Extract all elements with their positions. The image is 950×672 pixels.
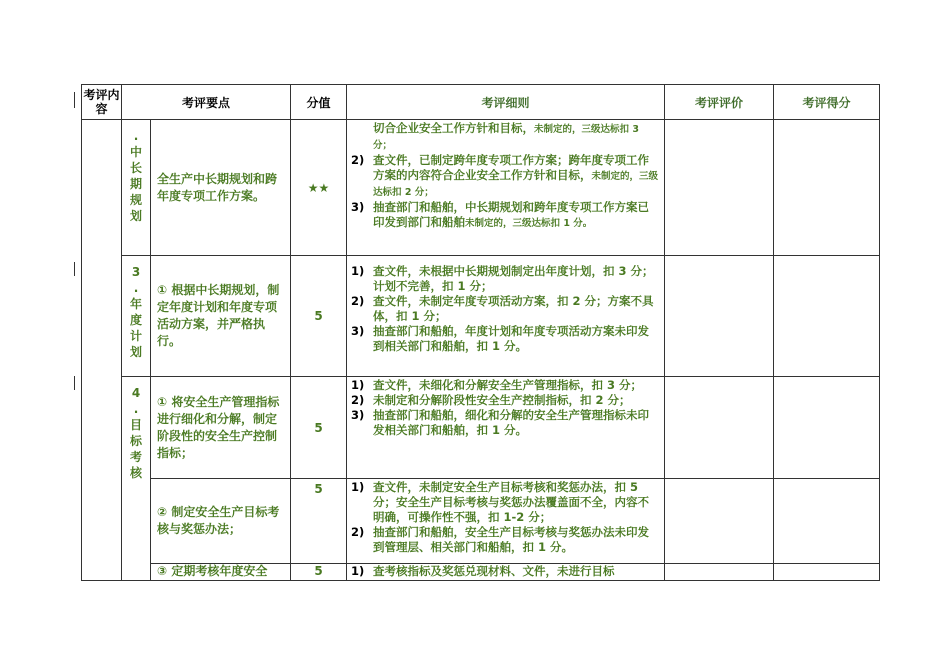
- score-cell: 5: [291, 479, 347, 564]
- detail-text: 抽查部门和船舶，细化和分解的安全生产管理指标未印发相关部门和船舶，扣 1 分。: [373, 408, 650, 437]
- header-evaluation: 考评评价: [665, 85, 774, 120]
- detail-item: [351, 525, 660, 555]
- category-char: 目: [129, 418, 142, 432]
- detail-number: 3): [351, 324, 365, 338]
- page-edge-mark: [74, 262, 75, 276]
- detail-number: 1): [351, 378, 365, 392]
- category-char: 划: [129, 209, 142, 223]
- detail-number: 2): [351, 294, 365, 308]
- detail-text: 查文件，未根据中长期规划制定出年度计划，扣 3 分；计划不完善，扣 1 分；: [373, 264, 654, 293]
- detail-number: 1): [351, 480, 365, 494]
- score-cell: 5: [291, 377, 347, 479]
- category-char: 年: [129, 297, 142, 311]
- detail-item: [351, 480, 660, 525]
- details-cell: [347, 564, 665, 581]
- header-key-points: 考评要点: [122, 85, 291, 120]
- category-char: 长: [129, 161, 142, 175]
- detail-note: 未制定的，三级达标扣 3 分；: [373, 124, 639, 151]
- result-score-cell: [774, 479, 880, 564]
- category-cell: [122, 256, 151, 377]
- result-score-cell: [774, 256, 880, 377]
- table-header-row: [82, 85, 880, 120]
- detail-item: [351, 393, 660, 408]
- detail-item: [351, 378, 660, 393]
- category-char: 核: [129, 466, 142, 480]
- evaluation-cell: [665, 256, 774, 377]
- detail-number: [351, 121, 373, 153]
- category-cell: [122, 377, 151, 581]
- category-char: 4: [131, 386, 141, 400]
- table-row: [82, 564, 880, 581]
- detail-item: [351, 324, 660, 354]
- detail-item: [351, 264, 660, 294]
- category-char: 中: [129, 145, 142, 159]
- detail-text: 查文件，未制定年度专项活动方案，扣 2 分；方案不具体，扣 1 分；: [373, 294, 654, 323]
- category-char: .: [133, 281, 139, 295]
- content-cell: [82, 120, 122, 581]
- category-char: 度: [129, 313, 142, 327]
- header-result-score: 考评得分: [774, 85, 880, 120]
- result-score-cell: [774, 564, 880, 581]
- detail-text: 查考核指标及奖惩兑现材料、文件，未进行目标: [373, 564, 615, 578]
- result-score-cell: [774, 120, 880, 256]
- table-row: [82, 120, 880, 256]
- detail-item: [351, 153, 660, 200]
- detail-item: [351, 294, 660, 324]
- detail-text: 切合企业安全工作方针和目标，: [373, 121, 535, 135]
- detail-number: 1): [351, 264, 365, 278]
- detail-number: 1): [351, 564, 365, 578]
- category-char: 考: [129, 450, 142, 464]
- table-row: [82, 377, 880, 479]
- detail-number: 2): [351, 525, 365, 539]
- score-cell: 5: [291, 256, 347, 377]
- evaluation-cell: [665, 377, 774, 479]
- category-char: 划: [129, 345, 142, 359]
- page-edge-mark: [74, 376, 75, 390]
- key-point-cell: 全生产中长期规划和跨年度专项工作方案。: [151, 120, 291, 256]
- category-char: .: [133, 129, 139, 143]
- detail-text: 抽查部门和船舶，中长期规划和跨年度专项工作方案已印发到部门和船舶: [373, 200, 650, 229]
- key-point-cell: ① 将安全生产管理指标进行细化和分解，制定阶段性的安全生产控制指标；: [151, 377, 291, 479]
- evaluation-cell: [665, 120, 774, 256]
- header-details: 考评细则: [347, 85, 665, 120]
- header-content: 考评内容: [82, 85, 122, 120]
- details-cell: [347, 479, 665, 564]
- header-score: 分值: [291, 85, 347, 120]
- detail-text: 查文件，已制定跨年度专项工作方案；跨年度专项工作方案的内容符合企业安全工作方针和目标，: [373, 153, 650, 182]
- detail-text: 查文件，未制定安全生产目标考核和奖惩办法，扣 5 分；安全生产目标考核与奖惩办法覆盖面不全，内容不明确，可操作性不强，扣 1-2 分；: [373, 480, 650, 524]
- detail-number: 3): [351, 200, 365, 214]
- category-char: 3: [131, 265, 141, 279]
- table-row: [82, 256, 880, 377]
- detail-note: 未制定的，三级达标扣 2 分；: [373, 171, 659, 198]
- details-cell: [347, 256, 665, 377]
- score-cell: ★★: [291, 120, 347, 256]
- detail-text: 查文件，未细化和分解安全生产管理指标，扣 3 分；: [373, 378, 643, 392]
- detail-note: 未制定的，三级达标扣 1 分。: [465, 218, 593, 229]
- key-point-cell: ③ 定期考核年度安全: [151, 564, 291, 581]
- key-point-cell: ② 制定安全生产目标考核与奖惩办法；: [151, 479, 291, 564]
- category-char: 计: [129, 329, 142, 343]
- key-point-cell: ① 根据中长期规划，制定年度计划和年度专项活动方案，并严格执行。: [151, 256, 291, 377]
- detail-number: 2): [351, 393, 365, 407]
- result-score-cell: [774, 377, 880, 479]
- detail-number: 3): [351, 408, 365, 422]
- category-cell: [122, 120, 151, 256]
- category-char: 标: [129, 434, 142, 448]
- detail-text: 抽查部门和船舶，安全生产目标考核与奖惩办法未印发到管理层、相关部门和船舶，扣 1 分。: [373, 525, 650, 554]
- evaluation-cell: [665, 564, 774, 581]
- detail-text: 未制定和分解阶段性安全生产控制指标，扣 2 分；: [373, 393, 631, 407]
- detail-number: 2): [351, 153, 365, 167]
- score-cell: 5: [291, 564, 347, 581]
- evaluation-cell: [665, 479, 774, 564]
- detail-item: [351, 121, 660, 153]
- table-row: [82, 479, 880, 564]
- category-char: 期: [129, 177, 142, 191]
- details-cell: [347, 377, 665, 479]
- detail-item: [351, 564, 660, 579]
- category-char: .: [133, 402, 139, 416]
- page-edge-mark: [74, 92, 75, 108]
- category-char: 规: [129, 193, 142, 207]
- detail-text: 抽查部门和船舶，年度计划和年度专项活动方案未印发到相关部门和船舶，扣 1 分。: [373, 324, 650, 353]
- evaluation-table: [81, 84, 880, 581]
- detail-item: [351, 408, 660, 438]
- detail-item: [351, 200, 660, 231]
- details-cell: [347, 120, 665, 256]
